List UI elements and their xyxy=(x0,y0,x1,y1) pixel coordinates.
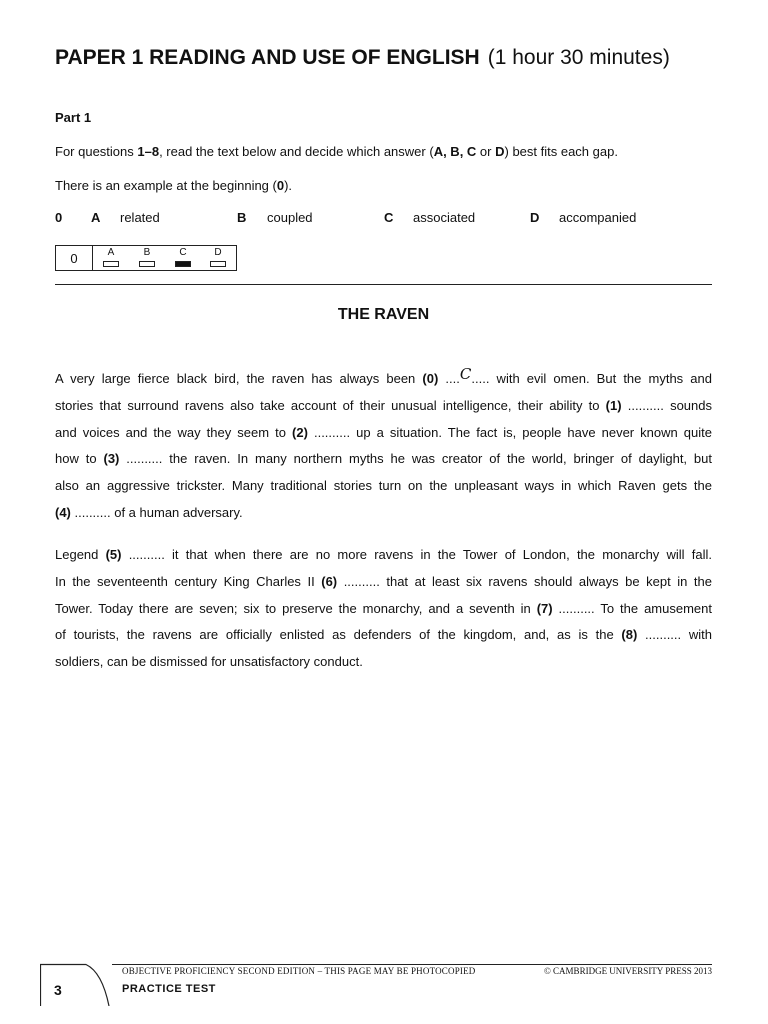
article-paragraph-2 xyxy=(55,542,712,676)
answer-cell-a: A xyxy=(101,248,121,267)
example-answer-grid xyxy=(55,245,237,271)
option-a-text: related xyxy=(120,210,160,225)
example-number: 0 xyxy=(55,210,63,225)
text-line: stories that surround ravens also take account of their unusual intelligence, their ability to (1) .......... sounds xyxy=(55,397,712,413)
footer-copyright-left: OBJECTIVE PROFICIENCY SECOND EDITION – THIS PAGE MAY BE PHOTOCOPIED xyxy=(122,966,476,976)
answer-cell-c: C xyxy=(173,248,193,267)
page-title xyxy=(55,46,670,70)
text-line: of tourists, the ravens are officially enlisted as defenders of the kingdom, and, as is the (8) .......... with xyxy=(55,627,712,643)
footer-divider xyxy=(112,964,712,965)
text-line: (4) .......... of a human adversary. xyxy=(55,504,243,520)
option-c-letter: C xyxy=(384,210,394,225)
option-c-text: associated xyxy=(413,210,476,225)
instructions-line-1: For questions 1–8, read the text below and decide which answer (A, B, C or D) best fits each gap. xyxy=(55,144,618,159)
option-d-letter: D xyxy=(530,210,540,225)
answer-grid-number: 0 xyxy=(56,246,93,270)
option-b-text: coupled xyxy=(267,210,313,225)
answer-cell-b: B xyxy=(137,248,157,267)
handwritten-answer: C xyxy=(459,365,472,383)
text-line: and voices and the way they seem to (2) .......... up a situation. The fact is, people have never known quite xyxy=(55,424,712,440)
answer-box-a xyxy=(103,261,119,267)
page-number: 3 xyxy=(54,982,62,998)
article-title: THE RAVEN xyxy=(337,306,430,323)
page-number-tab xyxy=(40,962,110,1006)
answer-box-d xyxy=(210,261,226,267)
footer-copyright-right: © CAMBRIDGE UNIVERSITY PRESS 2013 xyxy=(543,966,712,976)
text-line: A very large fierce black bird, the raven has always been (0) ....C..... with evil omen. But the myths and xyxy=(55,365,712,386)
paper-duration: (1 hour 30 minutes) xyxy=(487,46,670,69)
option-a-letter: A xyxy=(91,210,101,225)
text-line: also an aggressive trickster. Many traditional stories turn on the unpleasant ways in which Raven gets the xyxy=(55,478,712,494)
section-divider xyxy=(55,284,712,285)
text-line: soldiers, can be dismissed for unsatisfactory conduct. xyxy=(55,654,363,670)
text-line: Legend (5) .......... it that when there are no more ravens in the Tower of London, the monarchy will fall. xyxy=(55,547,712,562)
text-line: how to (3) .......... the raven. In many northern myths he was creator of the world, bringer of daylight, but xyxy=(55,451,713,467)
instructions-line-2: There is an example at the beginning (0). xyxy=(55,178,293,193)
part-label: Part 1 xyxy=(55,110,92,125)
text-line: In the seventeenth century King Charles II (6) .......... that at least six ravens should always be kept in the xyxy=(55,573,712,589)
option-b-letter: B xyxy=(237,210,247,225)
answer-box-c-selected xyxy=(175,261,191,267)
answer-box-b xyxy=(139,261,155,267)
answer-cell-d: D xyxy=(208,248,228,267)
option-d-text: accompanied xyxy=(559,210,637,225)
text-line: Tower. Today there are seven; six to preserve the monarchy, and a seventh in (7) .......... To the amusement xyxy=(55,600,712,616)
footer-section-label: PRACTICE TEST xyxy=(122,983,216,995)
paper-title: PAPER 1 READING AND USE OF ENGLISH xyxy=(55,46,480,69)
article-paragraph-1 xyxy=(55,365,712,527)
